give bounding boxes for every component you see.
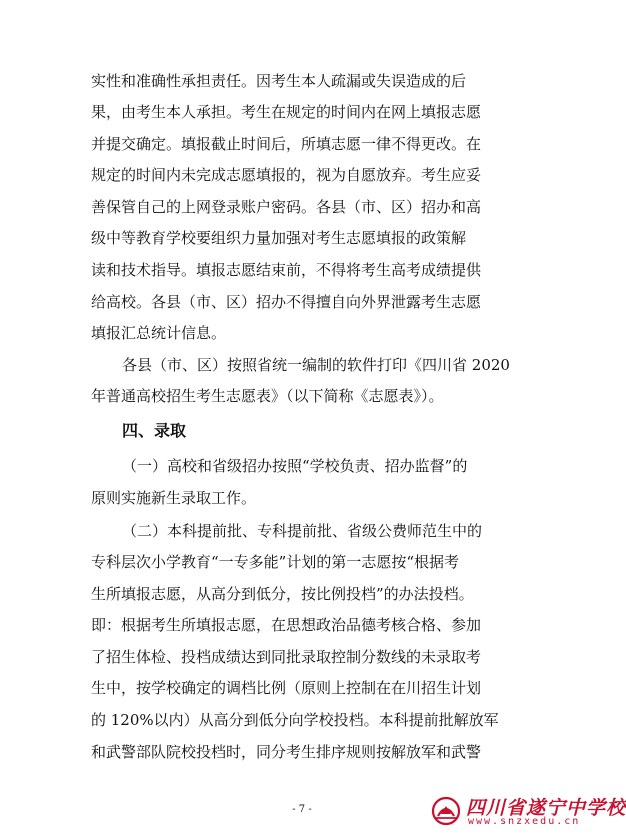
paragraph-line: （二）本科提前批、专科提前批、省级公费师范生中的 (122, 522, 483, 540)
paragraph-line: 即：根据考生所填报志愿，在思想政治品德考核合格、参加 (91, 616, 482, 634)
watermark (428, 792, 626, 830)
section-heading: 四、录取 (122, 421, 187, 440)
page-number: - 7 - (292, 804, 312, 815)
paragraph-line: 实性和准确性承担责任。因考生本人疏漏或失误造成的后 (91, 72, 467, 90)
school-logo-icon (430, 796, 462, 826)
paragraph-line: 善保管自己的上网登录账户密码。各县（市、区）招办和高 (91, 198, 482, 216)
paragraph-line: 和武警部队院校投档时，同分考生排序规则按解放军和武警 (91, 743, 482, 761)
paragraph-line: 生所填报志愿，从高分到低分，按比例投档”的办法投档。 (91, 585, 474, 603)
paragraph-line: （一）高校和省级招办按照“学校负责、招办监督”的 (122, 457, 468, 475)
paragraph-line: 专科层次小学教育“一专多能”计划的第一志愿按“根据考 (91, 553, 460, 571)
paragraph-line: 规定的时间内未完成志愿填报的，视为自愿放弃。考生应妥 (91, 166, 482, 184)
paragraph-line: 果，由考生本人承担。考生在规定的时间内在网上填报志愿 (91, 103, 482, 121)
watermark-url: www.snzxedu.cn (468, 816, 581, 827)
paragraph-line: 给高校。各县（市、区）招办不得擅自向外界泄露考生志愿 (91, 293, 482, 311)
paragraph-line: 原则实施新生录取工作。 (91, 489, 257, 507)
paragraph-line: 填报汇总统计信息。 (91, 324, 227, 342)
paragraph-line: 读和技术指导。填报志愿结束前，不得将考生高考成绩提供 (91, 261, 482, 279)
paragraph-line: 各县（市、区）按照省统一编制的软件打印《四川省 2020 (122, 356, 510, 374)
paragraph-line: 生中，按学校确定的调档比例（原则上控制在在川招生计划 (91, 679, 482, 697)
paragraph-line: 并提交确定。填报截止时间后，所填志愿一律不得更改。在 (91, 135, 482, 153)
paragraph-line: 了招生体检、投档成绩达到同批录取控制分数线的未录取考 (91, 648, 482, 666)
paragraph-line: 的 120%以内）从高分到低分向学校投档。本科提前批解放军 (91, 711, 499, 729)
paragraph-line: 年普通高校招生考生志愿表》（以下简称《志愿表》）。 (91, 387, 444, 405)
paragraph-line: 级中等教育学校要组织力量加强对考生志愿填报的政策解 (91, 229, 467, 247)
watermark-title: 四川省遂宁中学校 (466, 797, 626, 819)
